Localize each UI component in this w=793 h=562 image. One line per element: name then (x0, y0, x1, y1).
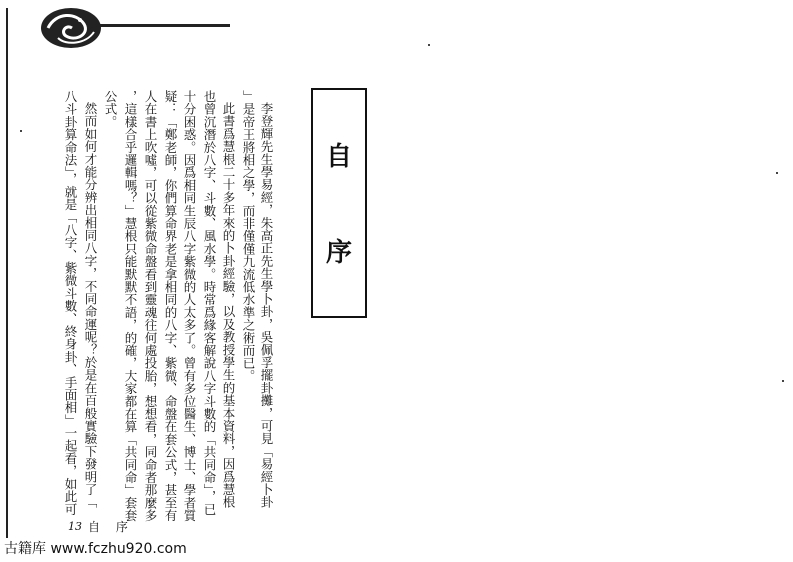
text-column-2: 」是帝王將相之學，而非僅僅九流低水準之術而已。 (241, 90, 256, 383)
text-column-10: 然而如何才能分辨出相同八字，不同命運呢？於是在百般實驗下發明了「 (83, 102, 98, 509)
text-column-7: 人在書上吹噓，可以從紫微命盤看到靈魂往何處投胎，想想看，同命者那麼多 (143, 90, 158, 522)
page-left-border (6, 8, 8, 538)
text-column-9: 公式。 (103, 90, 118, 129)
text-column-8: ，這樣合乎邏輯嗎？」慧根只能默默不語，的確，大家都在算「共同命」套套 (123, 90, 138, 522)
text-column-6: 疑：「鄭老師，你們算命界老是拿相同的八字、紫微、命盤在套公式，甚至有 (163, 90, 178, 522)
scan-speck (20, 130, 22, 132)
text-column-3: 此書爲慧根二十多年來的卜卦經驗，以及教授學生的基本資料，因爲慧根 (221, 102, 236, 509)
chapter-title-char-1: 自 (325, 142, 352, 172)
text-column-4: 也曾沉潛於八字、斗數、風水學。時常爲緣客解說八字斗數的「共同命」，已 (202, 90, 217, 516)
chapter-title-char-2: 序 (325, 238, 352, 268)
page-number: 13 (68, 520, 82, 533)
running-title: 自 序 (88, 520, 134, 534)
scan-speck (776, 172, 778, 174)
scan-speck (782, 380, 784, 382)
text-column-11: 八斗卦算命法」，就是「八字、紫微斗數、終身卦、手面相」一起看，如此可 (63, 90, 78, 516)
text-column-1: 李登輝先生學易經，朱高正先生學卜卦，吳佩孚擺卦攤，可見「易經卜卦 (259, 102, 274, 509)
chapter-title-box (311, 88, 367, 318)
header-rule (90, 24, 230, 27)
site-watermark: 古籍库 www.fczhu920.com (4, 541, 187, 557)
text-column-5: 十分困惑。因爲相同生辰八字紫微的人太多了。曾有多位醫生、博士、學者質 (182, 90, 197, 522)
scan-speck (428, 44, 430, 46)
decorative-dragon-emblem-icon (36, 2, 106, 54)
